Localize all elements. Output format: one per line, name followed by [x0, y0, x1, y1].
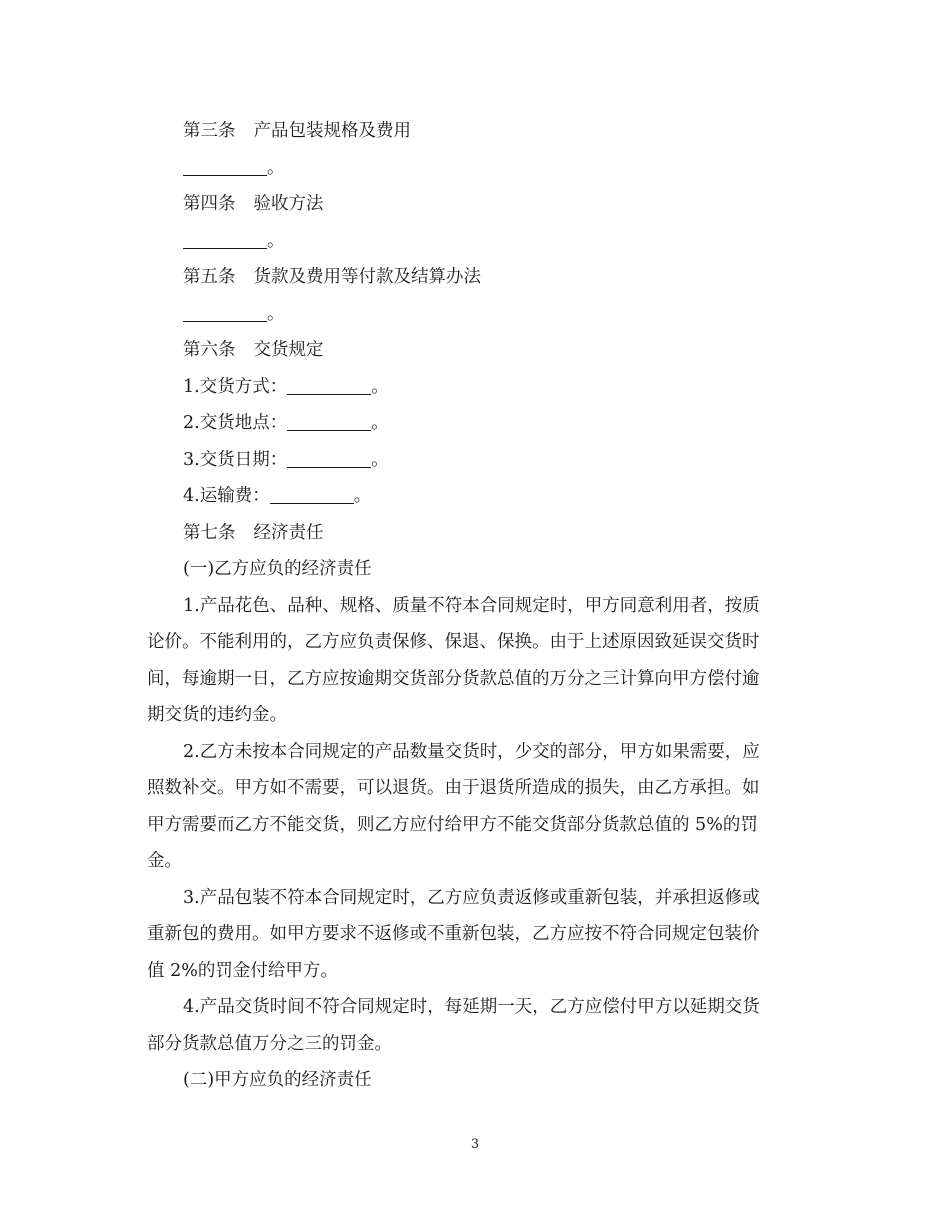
paragraph-2-line: 甲方需要而乙方不能交货，则乙方应付给甲方不能交货部分货款总值的 5%的罚 [147, 814, 758, 835]
fill-in-blank [287, 447, 371, 468]
delivery-place-label: 2.交货地点： [183, 413, 288, 433]
freight-line [147, 478, 803, 515]
article-title: 验收方法 [253, 194, 324, 214]
article-3-blank-line [147, 150, 803, 187]
period-mark: 。 [371, 376, 389, 397]
article-number: 第五条 [183, 267, 236, 287]
paragraph-3-line: 值 2%的罚金付给甲方。 [147, 960, 338, 981]
article-4-blank-line [147, 223, 803, 260]
article-number: 第七条 [183, 522, 236, 543]
article-3-heading [147, 113, 803, 150]
delivery-date-label: 3.交货日期： [183, 449, 288, 470]
paragraph-3-line: 重新包的费用。如甲方要求不返修或不重新包装，乙方应按不符合同规定包装价 [147, 924, 760, 944]
fill-in-blank [183, 301, 267, 322]
document-body [147, 113, 803, 1099]
paragraph-4-line: 4.产品交货时间不符合同规定时，每延期一天，乙方应偿付甲方以延期交货 [183, 997, 760, 1017]
section-party-a-heading: (二)甲方应负的经济责任 [183, 1070, 372, 1090]
delivery-date-line [147, 442, 803, 479]
delivery-method-line [147, 369, 803, 406]
period-mark: 。 [371, 449, 389, 470]
delivery-method-label: 1.交货方式： [183, 376, 288, 397]
fill-in-blank [270, 483, 354, 504]
paragraph-1-line: 期交货的违约金。 [147, 705, 287, 725]
paragraph-4-line: 部分货款总值万分之三的罚金。 [147, 1033, 392, 1054]
article-7-heading [147, 515, 803, 552]
article-5-blank-line [147, 296, 803, 333]
freight-label: 4.运输费： [183, 486, 270, 506]
delivery-place-line [147, 405, 803, 442]
fill-in-blank [287, 374, 371, 395]
article-4-heading [147, 186, 803, 223]
article-title: 交货规定 [253, 340, 324, 360]
period-mark: 。 [267, 303, 285, 324]
fill-in-blank [183, 228, 267, 249]
paragraph-2-line: 照数补交。甲方如不需要，可以退货。由于退货所造成的损失，由乙方承担。如 [147, 778, 760, 798]
paragraph-1-line: 间，每逾期一日，乙方应按逾期交货部分货款总值的万分之三计算向甲方偿付逾 [147, 668, 760, 689]
period-mark: 。 [371, 413, 389, 433]
article-title: 产品包装规格及费用 [253, 121, 411, 141]
paragraph-2-line: 金。 [147, 851, 182, 871]
article-5-heading [147, 259, 803, 296]
fill-in-blank [183, 155, 267, 176]
period-mark: 。 [267, 230, 285, 251]
page-number: 3 [470, 1137, 480, 1152]
period-mark: 。 [267, 157, 285, 178]
period-mark: 。 [353, 486, 372, 506]
article-title: 货款及费用等付款及结算办法 [253, 267, 481, 287]
article-title: 经济责任 [253, 522, 324, 543]
paragraph-3-line: 3.产品包装不符本合同规定时，乙方应负责返修或重新包装，并承担返修或 [183, 887, 760, 908]
paragraph-2-line: 2.乙方未按本合同规定的产品数量交货时，少交的部分，甲方如果需要，应 [183, 741, 760, 762]
article-number: 第三条 [183, 121, 236, 141]
article-number: 第六条 [183, 340, 236, 360]
paragraph-1-line: 1.产品花色、品种、规格、质量不符本合同规定时，甲方同意利用者，按质 [183, 595, 760, 616]
article-6-heading [147, 332, 803, 369]
fill-in-blank [287, 410, 371, 431]
section-party-b-heading: (一)乙方应负的经济责任 [183, 559, 372, 579]
article-number: 第四条 [183, 194, 236, 214]
paragraph-1-line: 论价。不能利用的，乙方应负责保修、保退、保换。由于上述原因致延误交货时 [147, 632, 760, 652]
